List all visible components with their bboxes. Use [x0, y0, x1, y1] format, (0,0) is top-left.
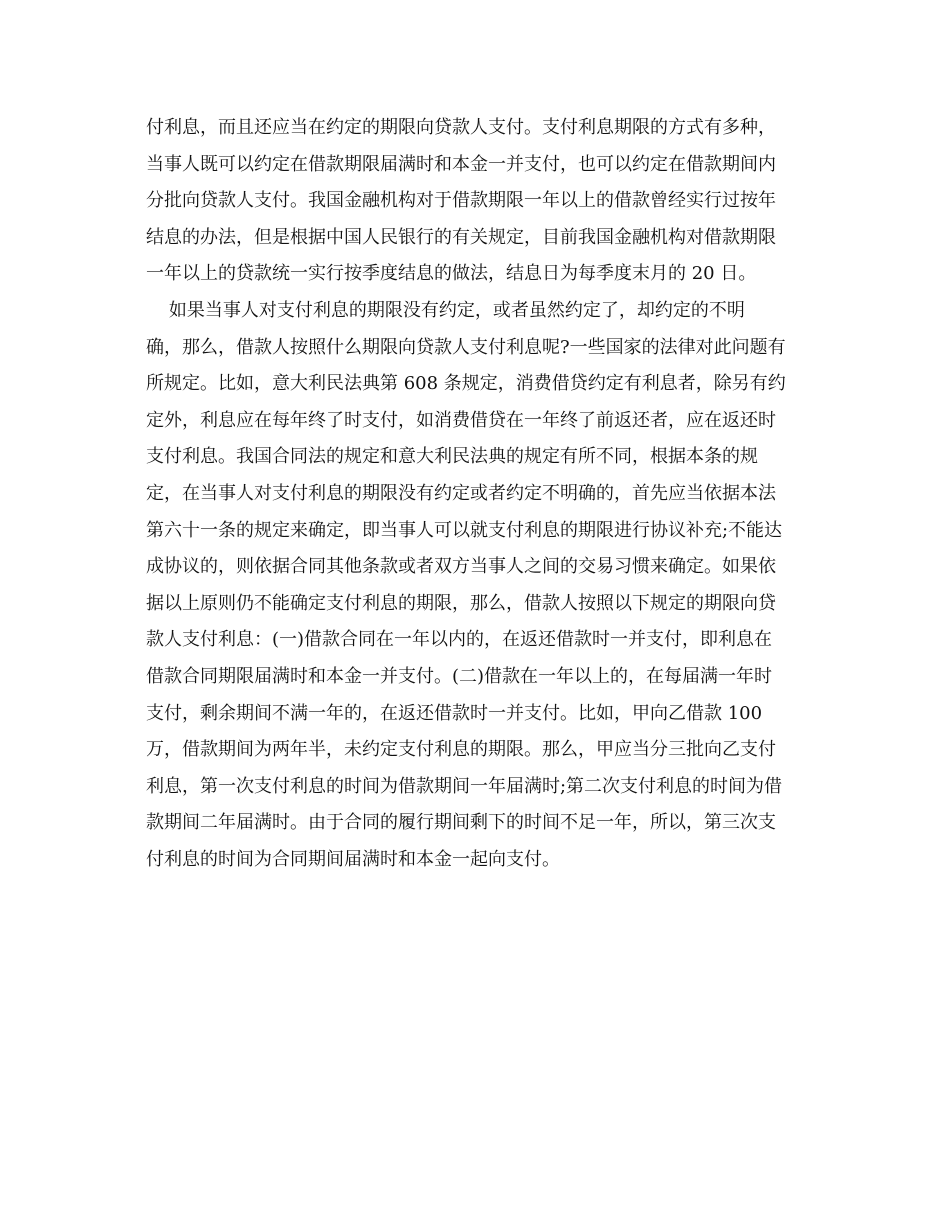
text-line: 分批向贷款人支付。我国金融机构对于借款期限一年以上的借款曾经实行过按年 — [146, 190, 776, 212]
text-line: 成协议的，则依据合同其他条款或者双方当事人之间的交易习惯来确定。如果依 — [146, 556, 776, 578]
text-line: 定，在当事人对支付利息的期限没有约定或者约定不明确的，首先应当依据本法 — [146, 482, 776, 504]
text-line: 一年以上的贷款统一实行按季度结息的做法，结息日为每季度末月的 20 日。 — [146, 263, 757, 285]
text-line: 支付利息。我国合同法的规定和意大利民法典的规定有所不同，根据本条的规 — [146, 446, 758, 468]
text-line: 当事人既可以约定在借款期限届满时和本金一并支付，也可以约定在借款期间内 — [146, 153, 776, 175]
text-line: 付利息，而且还应当在约定的期限向贷款人支付。支付利息期限的方式有多种， — [146, 117, 776, 138]
text-line: 付利息的时间为合同期间届满时和本金一起向支付。 — [146, 848, 560, 870]
text-line: 如果当事人对支付利息的期限没有约定，或者虽然约定了，却约定的不明 — [146, 299, 745, 321]
text-line: 结息的办法，但是根据中国人民银行的有关规定，目前我国金融机构对借款期限 — [146, 226, 776, 248]
text-line: 借款合同期限届满时和本金一并支付。(二)借款在一年以上的，在每届满一年时 — [146, 665, 773, 687]
text-line: 据以上原则仍不能确定支付利息的期限，那么，借款人按照以下规定的期限向贷 — [146, 592, 776, 614]
text-line: 确，那么，借款人按照什么期限向贷款人支付利息呢?一些国家的法律对此问题有 — [146, 336, 786, 358]
text-line: 款人支付利息：(一)借款合同在一年以内的，在返还借款时一并支付，即利息在 — [146, 629, 773, 651]
body-text — [146, 110, 816, 878]
text-line: 定外，利息应在每年终了时支付，如消费借贷在一年终了前返还者，应在返还时 — [146, 409, 776, 431]
text-line: 所规定。比如，意大利民法典第 608 条规定，消费借贷约定有利息者，除另有约 — [146, 373, 786, 395]
text-line: 支付，剩余期间不满一年的，在返还借款时一并支付。比如，甲向乙借款 100 — [146, 702, 763, 724]
text-line: 第六十一条的规定来确定，即当事人可以就支付利息的期限进行协议补充;不能达 — [146, 519, 783, 541]
text-line: 万，借款期间为两年半，未约定支付利息的期限。那么，甲应当分三批向乙支付 — [146, 739, 776, 761]
text-line: 利息，第一次支付利息的时间为借款期间一年届满时;第二次支付利息的时间为借 — [146, 775, 783, 797]
text-line: 款期间二年届满时。由于合同的履行期间剩下的时间不足一年，所以，第三次支 — [146, 812, 776, 834]
